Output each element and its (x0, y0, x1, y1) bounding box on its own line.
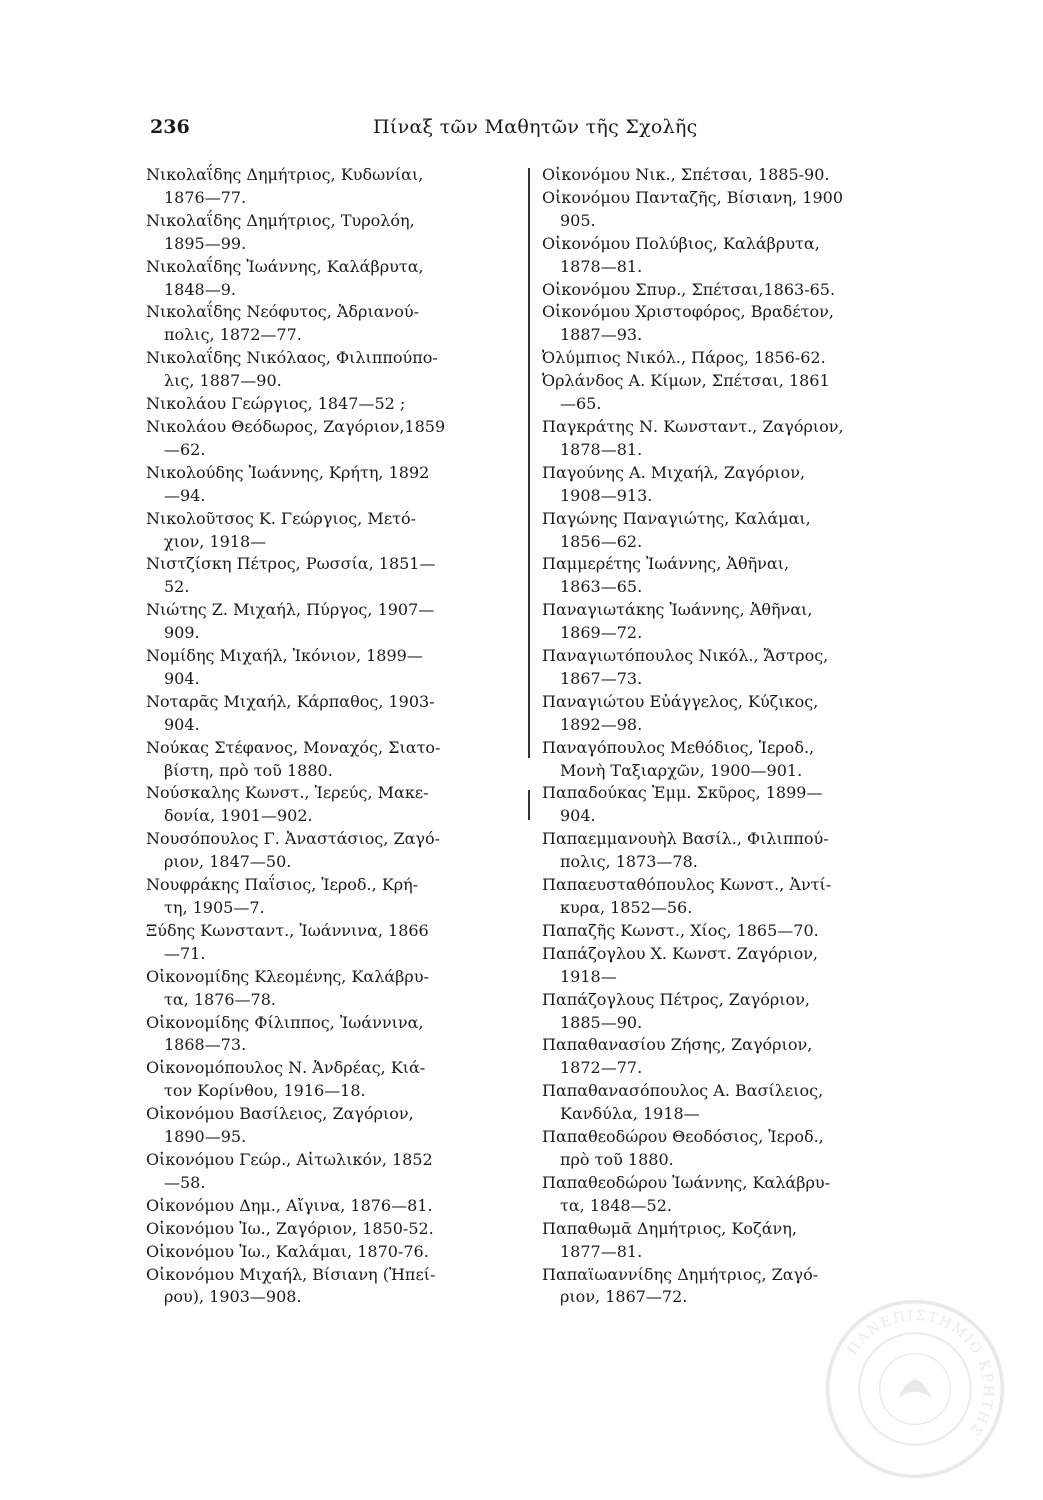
running-title: Πίναξ τῶν Μαθητῶν τῆς Σχολῆς (373, 116, 698, 138)
left-entry-23: Οἰκονόμου Γεώρ., Αἰτωλικόν, 1852 —58. (146, 1149, 433, 1192)
right-entry-23: Παπαθανασόπουλος Α. Βασίλειος, Κανδύλα, 1918— (542, 1081, 824, 1124)
left-entry-10: Νιστζίσκη Πέτρος, Ρωσσία, 1851— 52. (146, 554, 436, 597)
left-entry-24: Οἰκονόμου Δημ., Αἴγινα, 1876—81. (146, 1195, 433, 1215)
left-entry-18: Ξύδης Κωνσταντ., Ἰωάννινα, 1866 —71. (146, 920, 429, 963)
right-entry-15: Παναγόπουλος Μεθόδιος, Ἱεροδ., Μονὴ Ταξιαρχῶν, 1900—901. (542, 737, 815, 780)
left-entry-25: Οἰκονόμου Ἰω., Ζαγόριον, 1850-52. (146, 1218, 434, 1238)
left-entry-17: Νουφράκης Παΐσιος, Ἱεροδ., Κρή- τη, 1905—7. (146, 875, 419, 917)
right-entry-24: Παπαθεοδώρου Θεοδόσιος, Ἱεροδ., πρὸ τοῦ 1880. (542, 1127, 824, 1169)
right-entry-13: Παναγιωτόπουλος Νικόλ., Ἄστρος, 1867—73. (542, 646, 829, 688)
right-entry-16: Παπαδούκας Ἐμμ. Σκῦρος, 1899— 904. (542, 783, 823, 826)
right-entry-25: Παπαθεοδώρου Ἰωάννης, Καλάβρυ- τα, 1848—52. (542, 1172, 831, 1215)
left-entry-13: Νοταρᾶς Μιχαήλ, Κάρπαθος, 1903- 904. (146, 691, 435, 734)
right-entry-26: Παπαθωμᾶ Δημήτριος, Κοζάνη, 1877—81. (542, 1218, 797, 1261)
right-entry-2: Οἰκονόμου Πανταζῆς, Βίσιανη, 1900 905. (542, 187, 843, 230)
left-entry-3: Νικολαΐδης Ἰωάννης, Καλάβρυτα, 1848—9. (146, 256, 424, 299)
left-entry-26: Οἰκονόμου Ἰω., Καλάμαι, 1870-76. (146, 1241, 429, 1261)
right-entry-27: Παπαϊωαννίδης Δημήτριος, Ζαγό- ριον, 1867—72. (542, 1264, 819, 1307)
left-entry-11: Νιώτης Ζ. Μιχαήλ, Πύργος, 1907— 909. (146, 600, 435, 643)
column-divider (528, 168, 530, 758)
right-entry-7: Ὀρλάνδος Α. Κίμων, Σπέτσαι, 1861 —65. (542, 371, 830, 414)
left-entry-21: Οἰκονομόπουλος Ν. Ἀνδρέας, Κιά- τον Κορίνθου, 1916—18. (146, 1058, 426, 1101)
right-entry-21: Παπάζογλους Πέτρος, Ζαγόριον, 1885—90. (542, 989, 810, 1032)
right-entry-3: Οἰκονόμου Πολύβιος, Καλάβρυτα, 1878—81. (542, 233, 820, 276)
right-entry-22: Παπαθανασίου Ζήσης, Ζαγόριον, 1872—77. (542, 1035, 813, 1078)
university-seal-watermark (822, 1296, 1008, 1482)
left-entry-7: Νικολάου Θεόδωρος, Ζαγόριον,1859 —62. (146, 416, 446, 459)
seal-text: ΠΑΝΕΠΙΣΤΗΜΙΟ ΚΡΗΤΗΣ (844, 1307, 997, 1439)
right-entry-14: Παναγιώτου Εὐάγγελος, Κύζικος, 1892—98. (542, 691, 819, 734)
column-divider-lower (528, 790, 530, 820)
left-entry-5: Νικολαΐδης Νικόλαος, Φιλιππούπο- λις, 1887—90. (146, 348, 438, 391)
right-entry-8: Παγκράτης Ν. Κωνσταντ., Ζαγόριον, 1878—81. (542, 416, 844, 459)
page-number: 236 (150, 116, 190, 138)
left-entry-27: Οἰκονόμου Μιχαήλ, Βίσιανη (Ἠπεί- ρου), 1903—908. (146, 1264, 436, 1307)
left-entry-20: Οἰκονομίδης Φίλιππος, Ἰωάννινα, 1868—73. (146, 1012, 424, 1055)
right-entry-18: Παπαευσταθόπουλος Κωνστ., Ἀντί- κυρα, 1852—56. (542, 875, 832, 917)
right-entry-5: Οἰκονόμου Χριστοφόρος, Βραδέτον, 1887—93. (542, 302, 834, 345)
right-entry-17: Παπαεμμανουὴλ Βασίλ., Φιλιππού- πολις, 1873—78. (542, 829, 829, 872)
left-entry-9: Νικολοῦτσος Κ. Γεώργιος, Μετό- χιον, 1918— (146, 508, 416, 551)
right-entry-12: Παναγιωτάκης Ἰωάννης, Ἀθῆναι, 1869—72. (542, 600, 813, 643)
left-entry-8: Νικολούδης Ἰωάννης, Κρήτη, 1892 —94. (146, 462, 430, 505)
left-entry-14: Νούκας Στέφανος, Μοναχός, Σιατο- βίστη, πρὸ τοῦ 1880. (146, 737, 441, 780)
left-entry-19: Οἰκονομίδης Κλεομένης, Καλάβρυ- τα, 1876—78. (146, 966, 429, 1009)
right-entry-19: Παπαζῆς Κωνστ., Χίος, 1865—70. (542, 920, 819, 940)
right-entry-4: Οἰκονόμου Σπυρ., Σπέτσαι,1863-65. (542, 279, 836, 299)
left-entry-16: Νουσόπουλος Γ. Ἀναστάσιος, Ζαγό- ριον, 1847—50. (146, 829, 441, 872)
right-entry-6: Ὀλύμπιος Νικόλ., Πάρος, 1856-62. (542, 348, 826, 368)
right-entry-10: Παγώνης Παναγιώτης, Καλάμαι, 1856—62. (542, 508, 811, 551)
left-entry-2: Νικολαΐδης Δημήτριος, Τυρολόη, 1895—99. (146, 210, 415, 253)
left-entry-6: Νικολάου Γεώργιος, 1847—52 ; (146, 394, 406, 414)
left-entry-12: Νομίδης Μιχαήλ, Ἰκόνιον, 1899— 904. (146, 646, 423, 688)
right-entry-11: Παμμερέτης Ἰωάννης, Ἀθῆναι, 1863—65. (542, 554, 790, 597)
left-entry-1: Νικολαΐδης Δημήτριος, Κυδωνίαι, 1876—77. (146, 165, 424, 207)
right-entry-20: Παπάζογλου Χ. Κωνστ. Ζαγόριον, 1918— (542, 943, 819, 986)
right-entry-9: Παγούνης Α. Μιχαήλ, Ζαγόριον, 1908—913. (542, 462, 806, 505)
left-entry-15: Νούσκαλης Κωνστ., Ἱερεύς, Μακε- δονία, 1901—902. (146, 783, 429, 826)
right-column (542, 164, 910, 1309)
left-entry-22: Οἰκονόμου Βασίλειος, Ζαγόριον, 1890—95. (146, 1104, 414, 1147)
left-entry-4: Νικολαΐδης Νεόφυτος, Ἀδριανού- πολις, 1872—77. (146, 302, 420, 345)
left-column (146, 164, 516, 1309)
right-entry-1: Οἰκονόμου Νικ., Σπέτσαι, 1885-90. (542, 165, 830, 184)
